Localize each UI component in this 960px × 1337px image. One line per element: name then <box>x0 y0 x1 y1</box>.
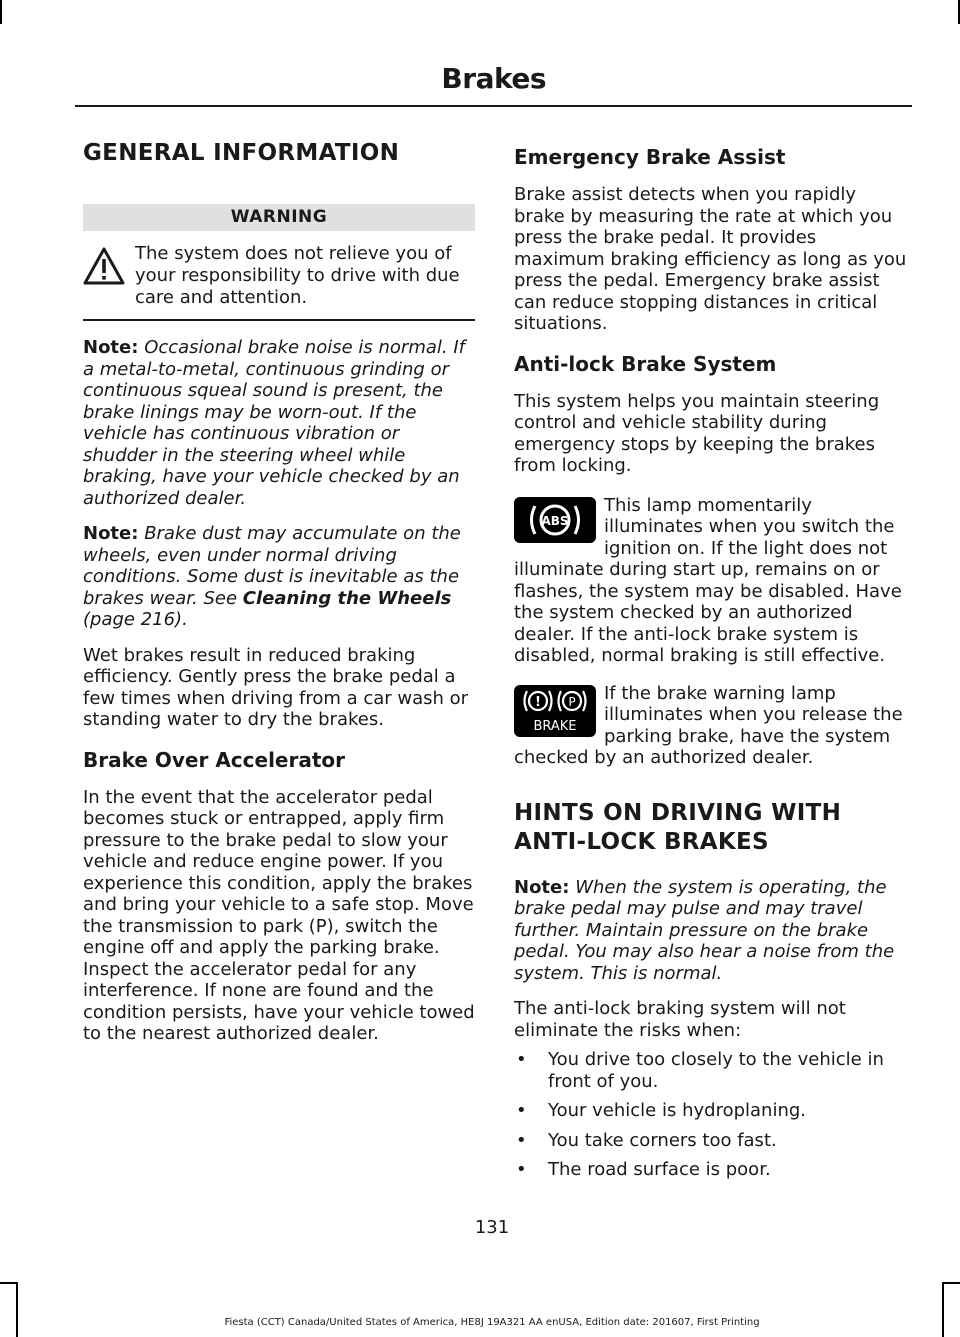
brake-icon-p: P <box>568 694 576 709</box>
note-text: Brake dust may accumulate on the wheels, even under normal driving conditions. Some dust is inevitable as the brakes wear. See <box>83 523 461 609</box>
list-item-text: The road surface is poor. <box>548 1159 771 1180</box>
paragraph-brake-over-accelerator: In the event that the accelerator pedal becomes stuck or entrapped, apply firm pressure to the brake pedal to slow your vehicle and reduce engine power. If you experience this condition, apply the brakes and bring your vehicle to a safe stop. Move the transmission to park (P), switch the engine off and apply the parking brake. Inspect the accelerator pedal for any interference. If none are found and the condition persists, have your vehicle towed to the nearest authorized dealer. <box>83 786 475 1044</box>
bullet-marker: • <box>516 1159 527 1180</box>
list-item <box>514 1100 908 1122</box>
list-item-text: Your vehicle is hydroplaning. <box>548 1100 807 1121</box>
crop-mark-bottom-left-v <box>16 1282 18 1337</box>
page-header-title: Brakes <box>441 62 546 95</box>
warning-box <box>83 243 475 321</box>
list-item <box>514 1159 908 1181</box>
page-reference: (page 216). <box>83 609 188 630</box>
brake-icon-exclamation: ! <box>535 694 541 710</box>
page-number: 131 <box>474 1217 510 1238</box>
risk-list <box>514 1049 908 1181</box>
brake-icon-label: BRAKE <box>533 718 577 734</box>
paragraph-brake-lamp: If the brake warning lamp illuminates when you release the parking brake, have the system checked by an authorized dealer. <box>514 682 903 768</box>
note-label: Note: <box>514 876 570 898</box>
abs-icon-label: ABS <box>541 513 569 528</box>
note-label: Note: <box>83 337 139 358</box>
warning-triangle-icon <box>83 243 135 311</box>
paragraph-wet-brakes: Wet brakes result in reduced braking efficiency. Gently press the brake pedal a few times when driving from a car wash or standing water to dry the brakes. <box>83 644 469 730</box>
page-footer: Fiesta (CCT) Canada/United States of America, HE8J 19A321 AA enUSA, Edition date: 201607, First Printing <box>224 1317 760 1328</box>
abs-warning-lamp-icon <box>514 497 596 543</box>
heading-general-information: GENERAL INFORMATION <box>83 140 400 166</box>
warning-text: The system does not relieve you of your responsibility to drive with due care and attention. <box>135 243 460 308</box>
note-text: When the system is operating, the brake pedal may pulse and may travel further. Maintain pressure on the brake pedal. You may also hear a noise from the system. This is normal. <box>514 876 895 984</box>
note-label: Note: <box>83 523 139 544</box>
crop-mark-bottom-right <box>942 1282 960 1284</box>
cleaning-wheels-link[interactable]: Cleaning the Wheels <box>242 587 452 609</box>
heading-emergency-brake-assist: Emergency Brake Assist <box>514 145 786 169</box>
crop-mark-top-left <box>0 0 2 24</box>
brake-warning-lamp-icon <box>514 685 596 737</box>
paragraph-anti-lock-brake-system: This system helps you maintain steering control and vehicle stability during emergency stops by keeping the brakes from locking. <box>514 390 880 476</box>
bullet-marker: • <box>516 1049 527 1070</box>
list-item-text: You drive too closely to the vehicle in front of you. <box>548 1049 884 1092</box>
heading-anti-lock-brake-system: Anti-lock Brake System <box>514 351 777 376</box>
right-column <box>514 138 908 1181</box>
note-brake-noise <box>83 337 475 509</box>
heading-brake-over-accelerator: Brake Over Accelerator <box>83 747 346 772</box>
bullet-marker: • <box>516 1100 527 1121</box>
warning-label: WARNING <box>83 204 475 231</box>
heading-hints-line-2: ANTI-LOCK BRAKES <box>514 828 769 855</box>
paragraph-emergency-brake-assist: Brake assist detects when you rapidly brake by measuring the rate at which you press the brake pedal. It provides maximum braking efficiency as long as you press the pedal. Emergency brake assist can reduce stopping distances in critical situations. <box>514 184 907 334</box>
header-rule <box>75 105 912 107</box>
abs-lamp-block <box>514 495 908 667</box>
crop-mark-bottom-right-v <box>942 1282 944 1337</box>
brake-lamp-block <box>514 683 908 769</box>
list-item <box>514 1130 908 1152</box>
paragraph-abs-risks: The anti-lock braking system will not eliminate the risks when: <box>514 998 846 1041</box>
note-system-operating <box>514 877 908 985</box>
left-column <box>83 138 475 1045</box>
paragraph-abs-lamp: This lamp momentarily illuminates when you switch the ignition on. If the light does not illuminate during start up, remains on or flashes, the system may be disabled. Have the system checked by an authorized dealer. If the anti-lock brake system is disabled, normal braking is still effective. <box>514 494 902 666</box>
bullet-marker: • <box>516 1129 527 1151</box>
list-item <box>514 1049 908 1092</box>
list-item-text: You take corners too fast. <box>548 1129 777 1151</box>
note-brake-dust <box>83 523 475 631</box>
note-text: Occasional brake noise is normal. If a metal-to-metal, continuous grinding or continuous squeal sound is present, the brake linings may be worn-out. If the vehicle has continuous vibration or shudder in the steering wheel while braking, have your vehicle checked by an authorized dealer. <box>83 337 465 509</box>
heading-hints-driving <box>514 799 908 857</box>
heading-hints-line-1: HINTS ON DRIVING WITH <box>514 799 842 826</box>
